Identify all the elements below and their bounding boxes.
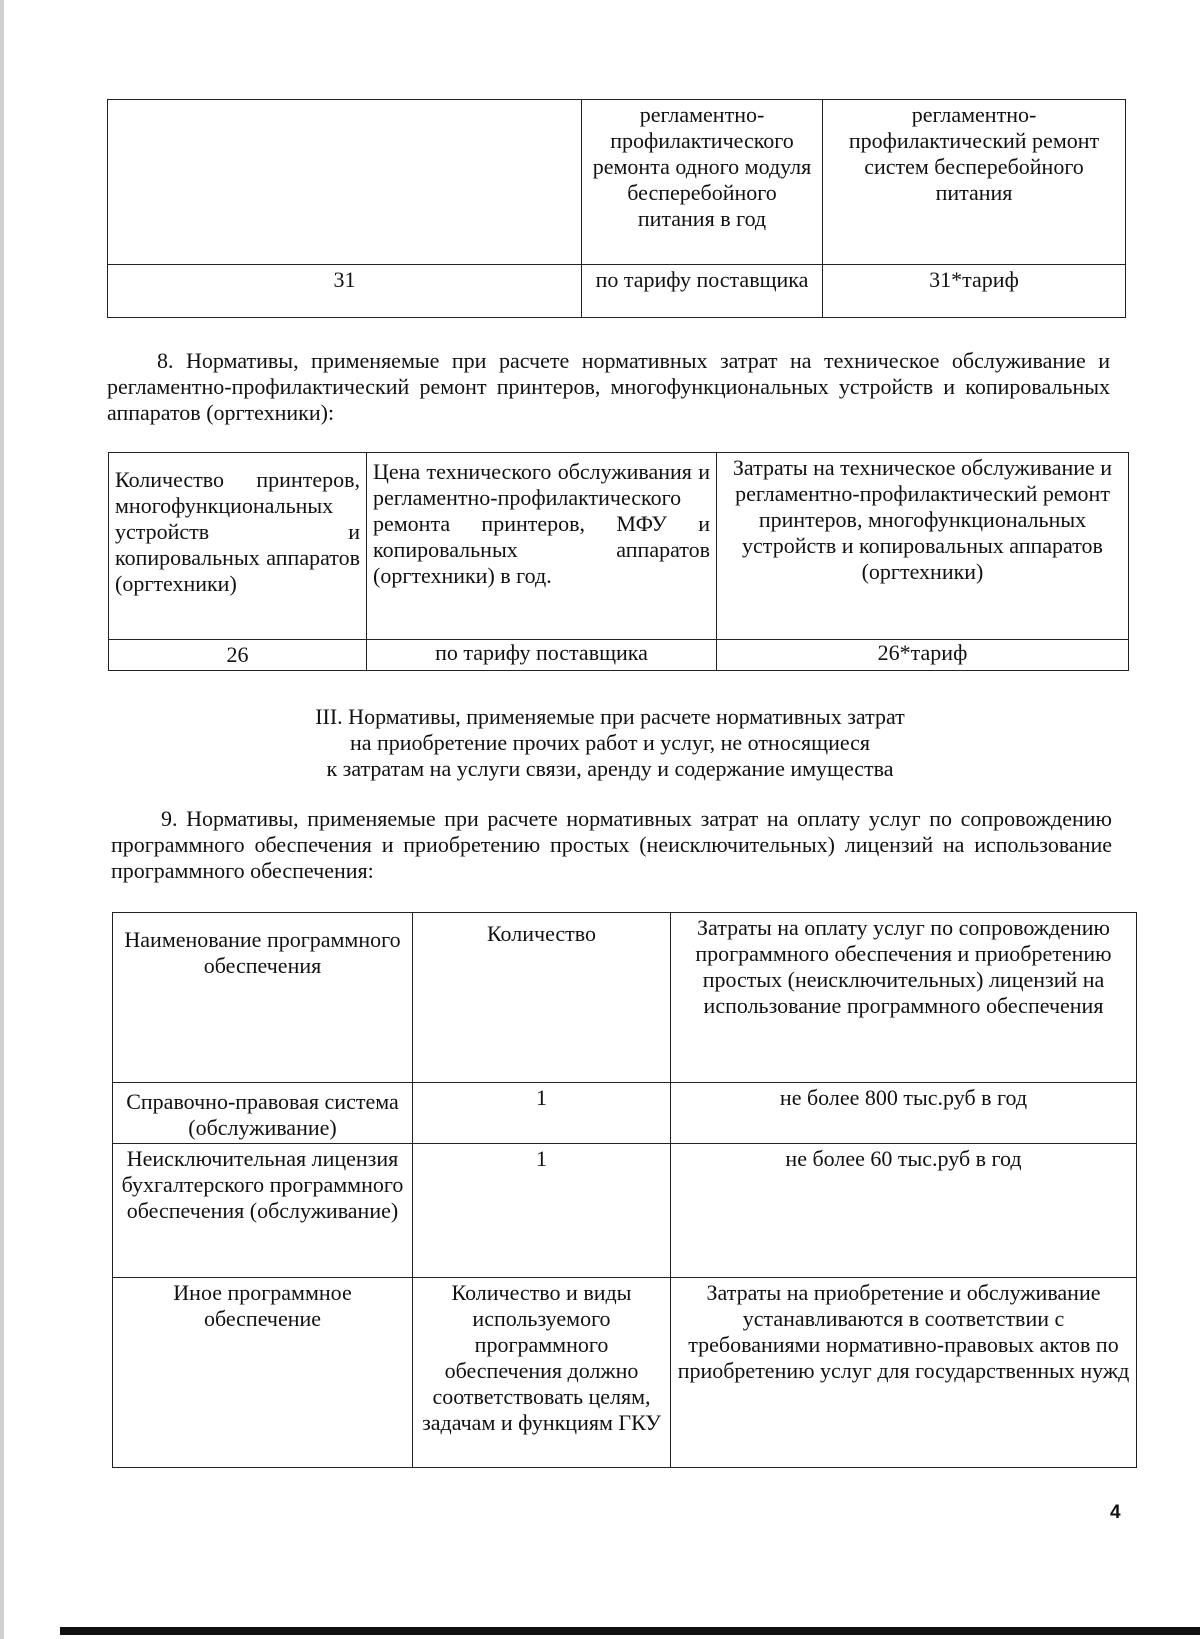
table-row [113, 1083, 1137, 1144]
paragraph-8-text: 8. Нормативы, применяемые при расчете нормативных затрат на техническое обслуживание и регламентно-профилактический ремонт принтеров, многофункциональных устройств и копировальных аппаратов (оргтехники): [107, 348, 1110, 425]
scan-left-edge [0, 0, 4, 1639]
header-cell-costs: Затраты на оплату услуг по сопровождению программного обеспечения и приобретению простых (неисключительных) лицензий на использование программного обеспечения [671, 913, 1137, 1083]
table-row [113, 1278, 1137, 1468]
table-cell: по тарифу поставщика [367, 640, 717, 671]
table-cell: не более 800 тыс.руб в год [671, 1083, 1137, 1144]
table-row [108, 265, 1126, 318]
table-cell: не более 60 тыс.руб в год [671, 1144, 1137, 1278]
table-cell: 31*тариф [823, 265, 1126, 318]
header-text: Цена технического обслуживания и регламентно-профилактического ремонта принтеров, МФУ и копировальных аппаратов (оргтехники) в год. [373, 459, 710, 588]
page-number: 4 [1110, 1502, 1121, 1523]
ups-maintenance-table [107, 99, 1126, 318]
table-cell: 31 [108, 265, 582, 318]
heading-line: к затратам на услуги связи, аренду и содержание имущества [326, 756, 894, 781]
section-3-heading [110, 704, 1110, 782]
paragraph-9 [111, 806, 1112, 884]
table-cell: Справочно-правовая система (обслуживание) [113, 1083, 413, 1144]
table-cell: 26*тариф [717, 640, 1129, 671]
header-cell-software-name: Наименование программного обеспечения [113, 913, 413, 1083]
table-cell: регламентно-профилактического ремонта одного модуля бесперебойного питания в год [582, 100, 823, 265]
header-cell-quantity [109, 453, 367, 640]
table-cell [108, 100, 582, 265]
software-table [112, 912, 1137, 1468]
table-cell: 1 [413, 1144, 671, 1278]
table-row [109, 640, 1129, 671]
header-text: Количество принтеров, многофункциональных устройств и копировальных аппаратов (оргтехники) [115, 467, 360, 596]
header-cell-costs: Затраты на техническое обслуживание и регламентно-профилактический ремонт принтеров, многофункциональных устройств и копировальных аппаратов (оргтехники) [717, 453, 1129, 640]
paragraph-8 [107, 348, 1110, 426]
header-cell-quantity: Количество [413, 913, 671, 1083]
paragraph-9-text: 9. Нормативы, применяемые при расчете нормативных затрат на оплату услуг по сопровождению программного обеспечения и приобретению простых (неисключительных) лицензий на использование программного обеспечения: [111, 806, 1112, 883]
header-cell-price [367, 453, 717, 640]
table-cell: Иное программное обеспечение [113, 1278, 413, 1468]
table-cell: Количество и виды используемого программного обеспечения должно соответствовать целям, задачам и функциям ГКУ [413, 1278, 671, 1468]
table-row [113, 1144, 1137, 1278]
heading-line: III. Нормативы, применяемые при расчете нормативных затрат [315, 704, 905, 729]
table-cell: Затраты на приобретение и обслуживание устанавливаются в соответствии с требованиями нормативно-правовых актов по приобретению услуг для государственных нужд [671, 1278, 1137, 1468]
table-header-row [109, 453, 1129, 640]
table-cell: 1 [413, 1083, 671, 1144]
table-cell: регламентно-профилактический ремонт систем бесперебойного питания [823, 100, 1126, 265]
heading-line: на приобретение прочих работ и услуг, не относящиеся [349, 730, 871, 755]
table-cell: по тарифу поставщика [582, 265, 823, 318]
table-header-row [113, 913, 1137, 1083]
table-row [108, 100, 1126, 265]
table-cell: 26 [109, 640, 367, 671]
office-equipment-table [108, 452, 1129, 671]
table-cell: Неисключительная лицензия бухгалтерского программного обеспечения (обслуживание) [113, 1144, 413, 1278]
scan-bottom-edge [60, 1627, 1200, 1635]
